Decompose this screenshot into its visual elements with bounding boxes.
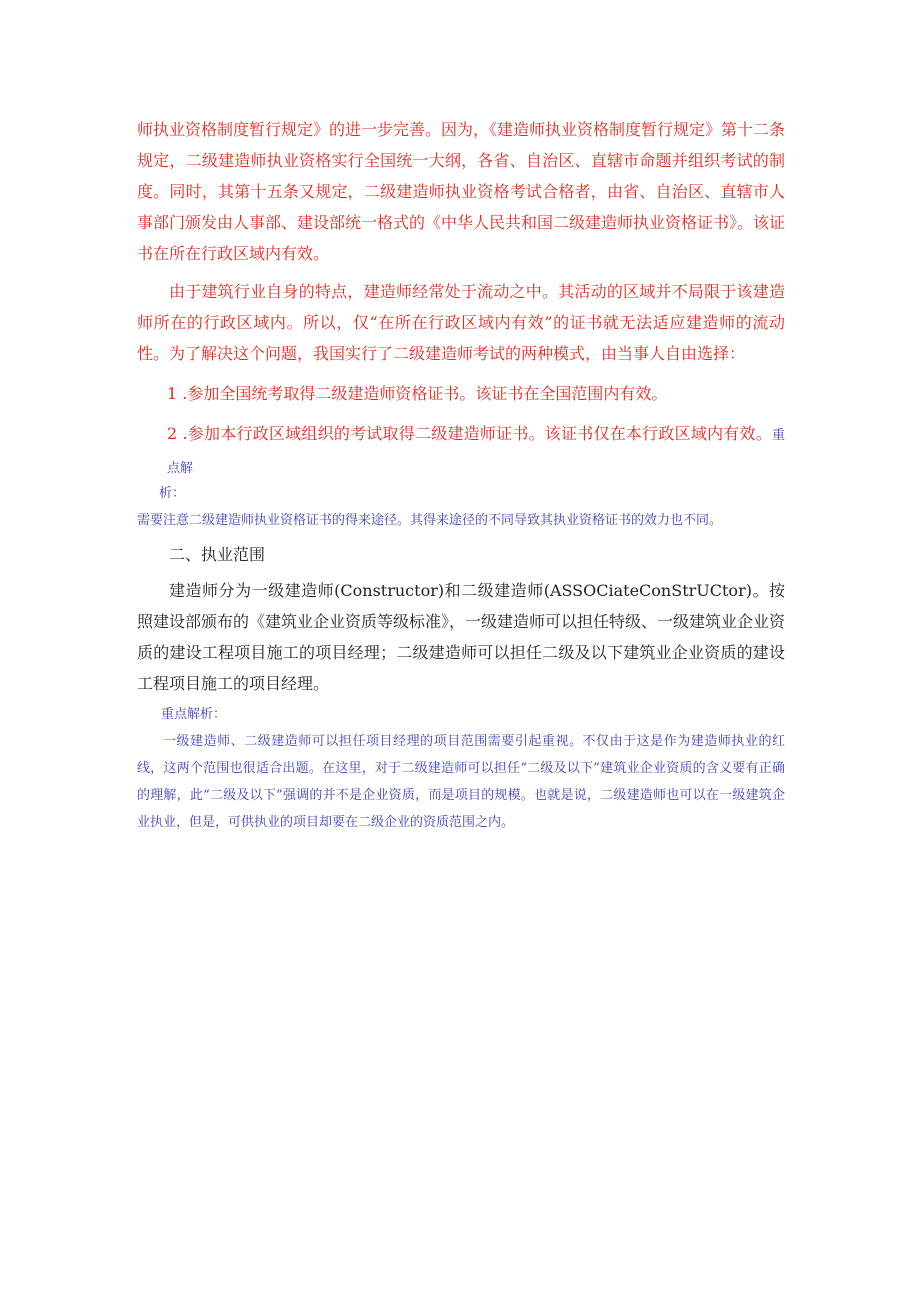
- section-heading-practice-scope: 二、执业范围: [169, 545, 266, 564]
- key-analysis-note-scope: 一级建造师、二级建造师可以担任项目经理的项目范围需要引起重视。不仅由于这是作为建造师执业的红线，这两个范围也很适合出题。在这里，对于二级建造师可以担任“二级及以下”建筑业企业资质的含义要有正确的理解，此“二级及以下”强调的并不是企业资质，而是项目的规模。也就是说，二级建造师也可以在一级建筑企业执业，但是，可供执业的项目却要在二级企业的资质范围之内。: [137, 734, 785, 830]
- paragraph-certificate-rules: 师执业资格制度暂行规定》的进一步完善。因为，《建造师执业资格制度暂行规定》第十二条规定，二级建造师执业资格实行全国统一大纲，各省、自治区、直辖市命题并组织考试的制度。同时，其第十五条又规定，二级建造师执业资格考试合格者，由省、自治区、直辖市人事部门颁发由人事部、建设部统一格式的《中华人民共和国二级建造师执业资格证书》。该证书在所在行政区域内有效。: [137, 120, 786, 263]
- key-analysis-label-continued: 析：: [159, 486, 186, 501]
- key-analysis-label-inline: 重点解: [167, 428, 785, 476]
- paragraph-constructor-levels: 建造师分为一级建造师(Constructor)和二级建造师(ASSOCiateConStrUCtor)。按照建设部颁布的《建筑业企业资质等级标准》，一级建造师可以担任特级、一级建筑业企业资质的建设工程项目施工的项目经理；二级建造师可以担任二级及以下建筑业企业资质的建设工程项目施工的项目经理。: [137, 581, 786, 693]
- document-page: [137, 114, 785, 836]
- key-analysis-title: 重点解析：: [161, 707, 227, 722]
- key-analysis-note-certificate: 需要注意二级建造师执业资格证书的得来途径。其得来途径的不同导致其执业资格证书的效力也不同。: [137, 513, 723, 528]
- paragraph-mobility: 由于建筑行业自身的特点，建造师经常处于流动之中。其活动的区域并不局限于该建造师所在的行政区域内。所以，仅“在所在行政区域内有效”的证书就无法适应建造师的流动性。为了解决这个问题，我国实行了二级建造师考试的两种模式，由当事人自由选择：: [137, 282, 785, 363]
- list-item-national-exam: 1 .参加全国统考取得二级建造师资格证书。该证书在全国范围内有效。: [167, 384, 668, 403]
- list-item-regional-exam-text: 2 .参加本行政区域组织的考试取得二级建造师证书。该证书仅在本行政区域内有效。: [167, 424, 772, 443]
- list-item-regional-exam: [137, 418, 785, 484]
